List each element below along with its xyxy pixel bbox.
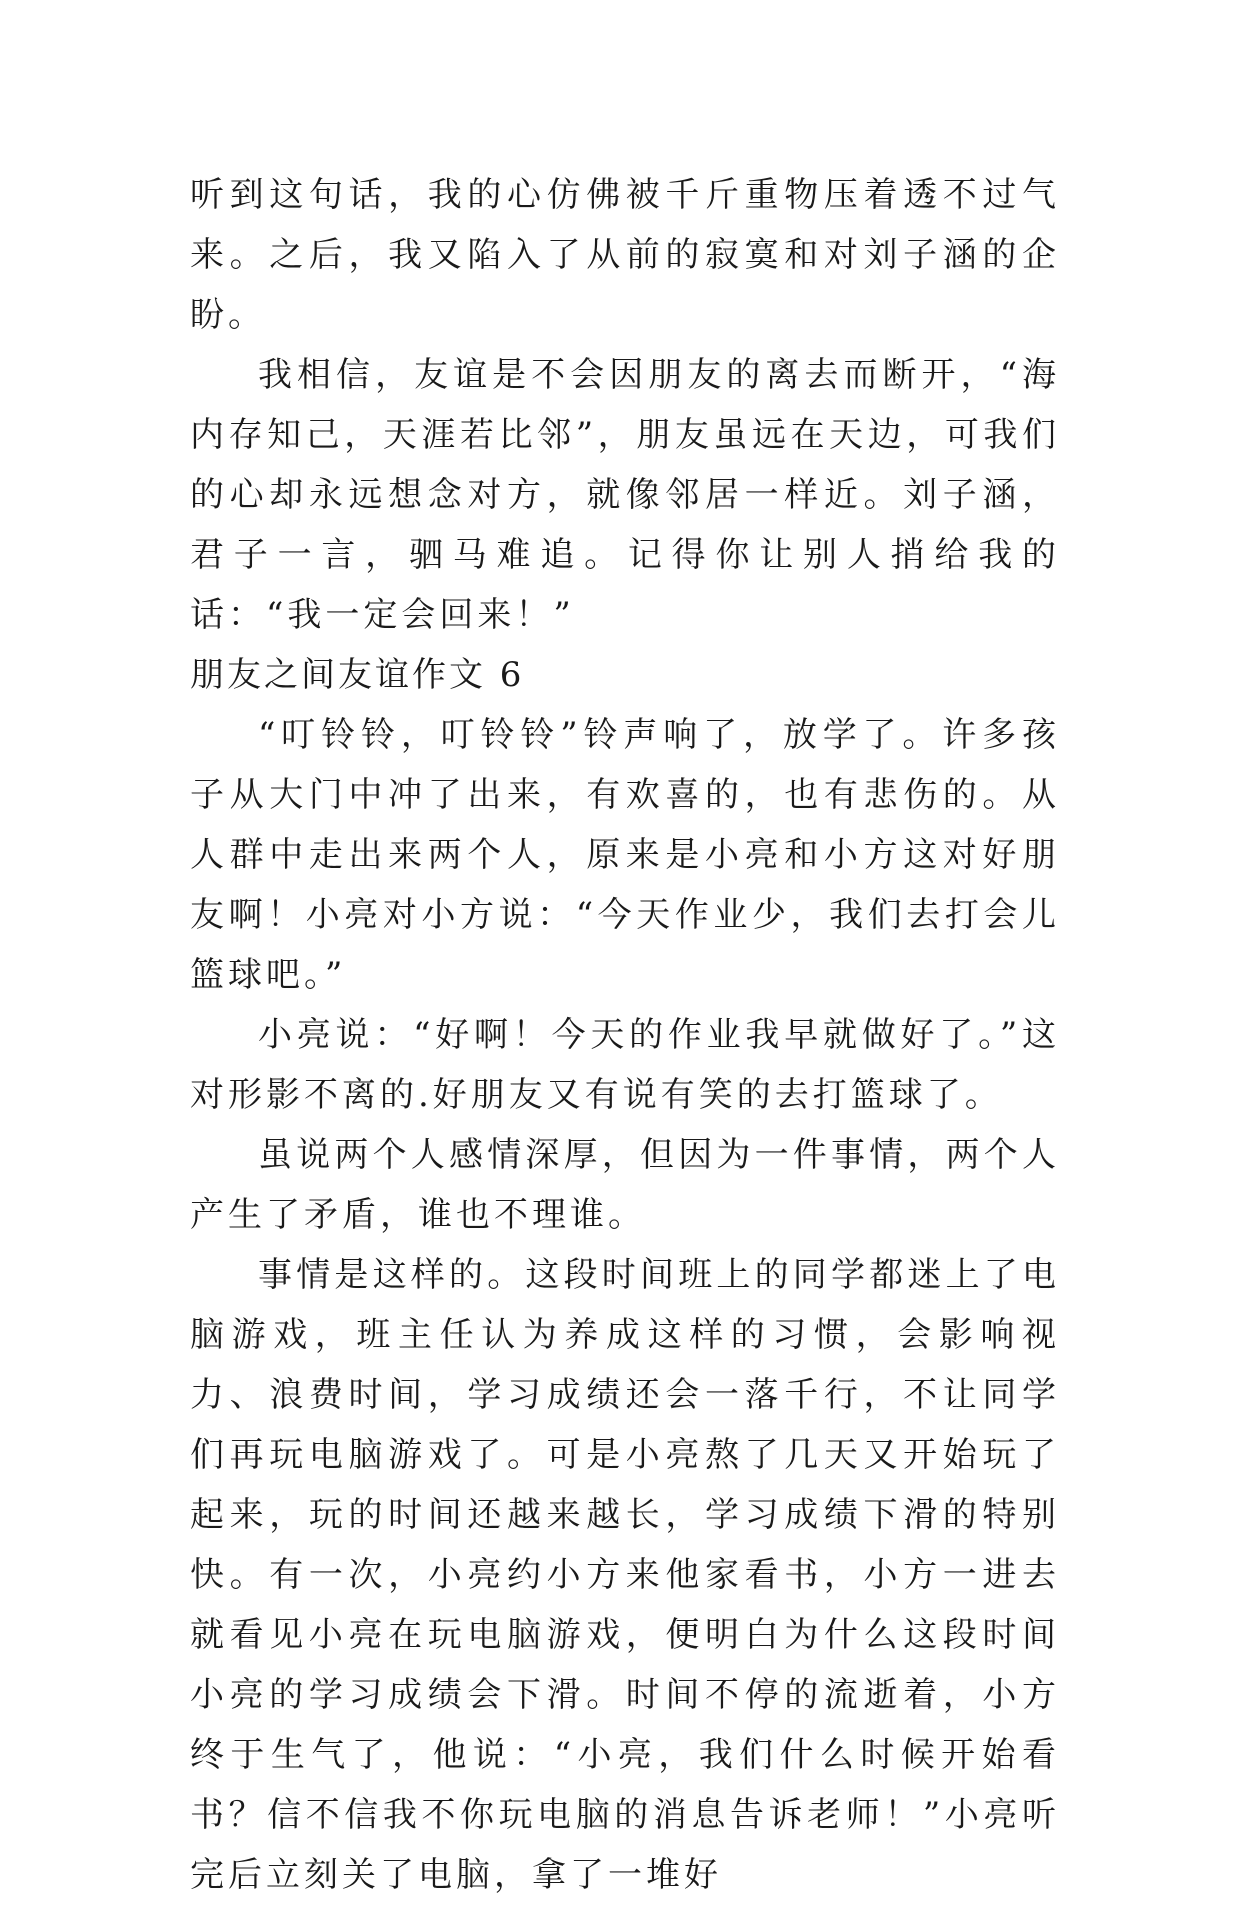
paragraph-1: 听到这句话，我的心仿佛被千斤重物压着透不过气来。之后，我又陷入了从前的寂寞和对刘子涵的企盼。 <box>190 175 1060 335</box>
paragraph-5: 虽说两个人感情深厚，但因为一件事情，两个人产生了矛盾，谁也不理谁。 <box>190 1135 1060 1235</box>
document-body <box>190 165 1060 1905</box>
paragraph-3: “叮铃铃，叮铃铃”铃声响了，放学了。许多孩子从大门中冲了出来，有欢喜的，也有悲伤的。从人群中走出来两个人，原来是小亮和小方这对好朋友啊！小亮对小方说：“今天作业少，我们去打会儿篮球吧。” <box>190 715 1060 995</box>
paragraph-4: 小亮说：“好啊！今天的作业我早就做好了。”这对形影不离的.好朋友又有说有笑的去打篮球了。 <box>190 1015 1060 1115</box>
section-heading: 朋友之间友谊作文 6 <box>190 655 525 695</box>
paragraph-2: 我相信，友谊是不会因朋友的离去而断开，“海内存知己，天涯若比邻”，朋友虽远在天边，可我们的心却永远想念对方，就像邻居一样近。刘子涵，君子一言，驷马难追。记得你让别人捎给我的话：“我一定会回来！” <box>190 355 1060 635</box>
paragraph-6: 事情是这样的。这段时间班上的同学都迷上了电脑游戏，班主任认为养成这样的习惯，会影响视力、浪费时间，学习成绩还会一落千行，不让同学们再玩电脑游戏了。可是小亮熬了几天又开始玩了起来，玩的时间还越来越长，学习成绩下滑的特别快。有一次，小亮约小方来他家看书，小方一进去就看见小亮在玩电脑游戏，便明白为什么这段时间小亮的学习成绩会下滑。时间不停的流逝着，小方终于生气了，他说：“小亮，我们什么时候开始看书？信不信我不你玩电脑的消息告诉老师！”小亮听完后立刻关了电脑，拿了一堆好 <box>190 1255 1060 1895</box>
